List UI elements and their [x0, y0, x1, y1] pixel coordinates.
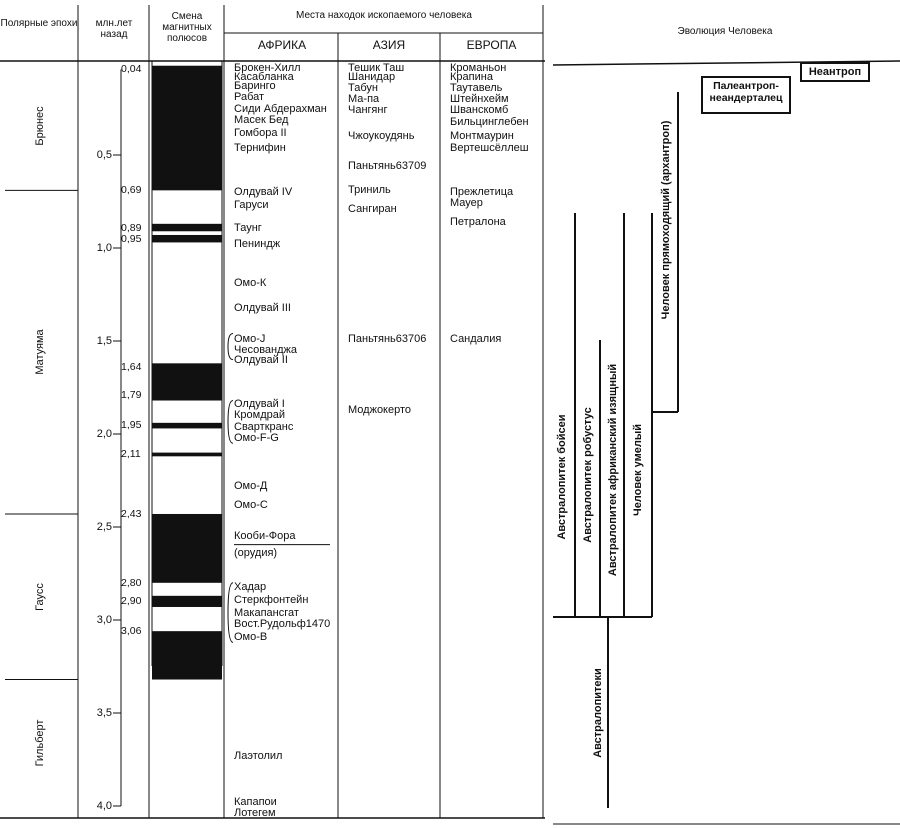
- normal-polarity-band: [152, 224, 222, 231]
- africa-site: Омо-J: [234, 333, 266, 346]
- australopithecines-label: Австралопитеки: [592, 668, 604, 758]
- asia-site: Паньтянь63706: [348, 333, 427, 346]
- africa-site: Омо-К: [234, 277, 267, 290]
- europe-site: Шванскомб: [450, 104, 509, 117]
- asia-site: Чангянг: [348, 104, 388, 117]
- axis-tick-label: 2,5: [96, 521, 112, 533]
- site-bracket: [228, 334, 233, 360]
- asia-site: Паньтянь63709: [348, 160, 427, 173]
- habilis-label: Человек умелый: [632, 423, 644, 517]
- africa-site: Лотегем: [234, 807, 276, 820]
- axis-tick-label: 1,5: [96, 335, 112, 347]
- normal-polarity-band: [152, 596, 222, 607]
- axis-tick-label: 1,0: [96, 242, 112, 254]
- asia-site: Табун: [348, 82, 378, 95]
- epoch-label: Гаусс: [34, 582, 46, 611]
- normal-polarity-band: [152, 363, 222, 400]
- normal-polarity-band: [152, 453, 222, 457]
- europe-site: Монтмаурин: [450, 130, 514, 143]
- epoch-label: Матуяма: [34, 329, 46, 375]
- africa-site: Омо-С: [234, 498, 268, 511]
- site-bracket: [228, 583, 233, 643]
- erectus-label: Человек прямоходящий (архантроп): [660, 120, 672, 320]
- africa-site: Вост.Рудольф1470: [234, 617, 331, 630]
- asia-site: Чжоукоудянь: [348, 130, 415, 143]
- africa-site: Масек Бед: [234, 113, 289, 126]
- asia-site: Шанидар: [348, 70, 396, 83]
- reversal-age-label: 1,95: [121, 418, 142, 431]
- europe-site: Мауер: [450, 197, 483, 210]
- africa-site: Лаэтолил: [234, 749, 283, 762]
- africa-site: Хадар: [234, 580, 267, 593]
- africa-site: Олдувай II: [234, 353, 288, 366]
- africa-site: Гомбора II: [234, 126, 287, 139]
- epochs-header: Полярные эпохи: [0, 18, 78, 29]
- africa-site: Капапои: [234, 796, 277, 809]
- findings-header: Места находок ископаемого человека: [296, 10, 472, 21]
- asia-site: Сангиран: [348, 202, 397, 215]
- magnetic-header: Смена магнитных полюсов: [162, 11, 212, 44]
- africa-header: АФРИКА: [257, 38, 307, 52]
- asia-site: Триниль: [348, 184, 391, 197]
- europe-site: Вертешсёллеш: [450, 141, 529, 154]
- europe-site: Крапина: [450, 70, 493, 83]
- africa-site: Стеркфонтейн: [234, 593, 309, 606]
- normal-polarity-band: [152, 235, 222, 242]
- reversal-age-label: 2,43: [121, 507, 142, 520]
- boisei-label: Австралопитек бойсеи: [556, 414, 568, 540]
- evolution-header: Эволюция Человека: [677, 26, 773, 37]
- africa-site: Кромдрай: [234, 409, 286, 422]
- africa-site: Омо-В: [234, 630, 268, 643]
- africa-site: Омо-Д: [234, 480, 268, 493]
- europe-site: Петралона: [450, 215, 506, 228]
- africa-site: Макапансгат: [234, 606, 299, 619]
- reversal-age-label: 3,06: [121, 625, 142, 638]
- africa-site: Кооби-Фора: [234, 530, 296, 543]
- europe-site: Прежлетица: [450, 186, 514, 199]
- europe-site: Бильцинглебен: [450, 115, 529, 128]
- normal-polarity-band: [152, 66, 222, 191]
- normal-polarity-band: [152, 514, 222, 583]
- africa-site: Брокен-Хилл: [234, 61, 301, 74]
- africanus-label: Австралопитек африканский изящный: [607, 363, 619, 577]
- normal-polarity-band: [152, 423, 222, 429]
- epoch-label: Гильберт: [34, 719, 46, 767]
- reversal-age-label: 0,69: [121, 184, 142, 197]
- europe-site: Штейнхейм: [450, 93, 509, 106]
- reversal-age-label: 0,95: [121, 232, 142, 245]
- reversal-age-label: 2,90: [121, 595, 142, 608]
- europe-site: Таутавель: [450, 82, 503, 95]
- reversal-age-label: 2,80: [121, 576, 142, 589]
- asia-site: Тешик Таш: [348, 61, 405, 74]
- africa-site: Касабланка: [234, 70, 294, 83]
- africa-site: Тернифин: [234, 141, 286, 154]
- europe-header: ЕВРОПА: [466, 38, 517, 52]
- africa-site: (орудия): [234, 547, 278, 560]
- africa-site: Пениндж: [234, 238, 281, 251]
- axis-tick-label: 2,0: [96, 428, 112, 440]
- reversal-age-label: 2,11: [121, 448, 141, 461]
- reversal-age-label: 1,64: [121, 361, 142, 374]
- europe-site: Сандалия: [450, 333, 502, 346]
- europe-site: Кроманьон: [450, 61, 507, 74]
- africa-site: Олдувай I: [234, 398, 285, 411]
- paleoanthrop-box: Палеантроп-неандерталец: [701, 76, 791, 114]
- africa-site: Олдувай III: [234, 301, 291, 314]
- reversal-age-label: 1,79: [121, 388, 142, 401]
- axis-tick-label: 0,5: [96, 149, 112, 161]
- axis-tick-label: 3,5: [96, 707, 112, 719]
- africa-site: Сварткранс: [234, 420, 294, 433]
- africa-site: Олдувай IV: [234, 186, 293, 199]
- robustus-label: Австралопитек робустус: [582, 407, 594, 543]
- africa-site: Сиди Абдерахман: [234, 102, 327, 115]
- site-bracket: [228, 401, 233, 444]
- asia-header: АЗИЯ: [372, 38, 406, 52]
- africa-site: Таунг: [234, 221, 262, 234]
- africa-site: Чесованджа: [234, 344, 297, 357]
- axis-tick-label: 4,0: [96, 800, 112, 812]
- africa-site: Баринго: [234, 80, 276, 93]
- reversal-age-label: 0,89: [121, 221, 142, 234]
- normal-polarity-band: [152, 631, 222, 679]
- africa-site: Рабат: [234, 91, 265, 104]
- asia-site: Ма-па: [348, 93, 380, 106]
- neanthrop-box: Неантроп: [800, 62, 870, 82]
- mya-header: млн.лет назад: [95, 18, 133, 40]
- reversal-age-label: 0,04: [121, 63, 142, 76]
- epoch-label: Брюнес: [34, 106, 46, 146]
- axis-tick-label: 3,0: [96, 614, 112, 626]
- africa-site: Омо-F-G: [234, 431, 279, 444]
- asia-site: Моджокерто: [348, 403, 412, 416]
- africa-site: Гаруси: [234, 199, 269, 212]
